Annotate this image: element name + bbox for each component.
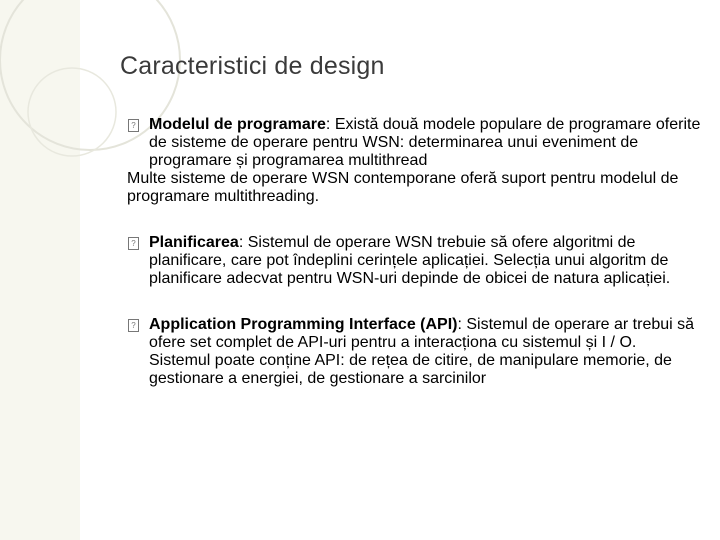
bullet-text: : Există două modele populare de programare oferite de sisteme de operare pentru WSN: determinarea unui eveniment de programare și programarea multithread — [149, 116, 701, 169]
bullet-lead: Planificarea — [149, 234, 239, 251]
missing-glyph-box-icon: ? — [128, 237, 139, 250]
bullet-text: : Sistemul de operare ar trebui să ofere set complet de API-uri pentru a interacționa cu sistemul și I / O. Sistemul poate conține API: de rețea de citire, de manipulare memorie, de gestionare a energiei, de gestionare a sarcinilor — [149, 316, 695, 387]
decorative-circle-small — [28, 68, 116, 156]
slide-note: Multe sisteme de operare WSN contemporane oferă suport pentru modelul de programare multithreading. — [127, 170, 679, 205]
bullet-item — [127, 234, 702, 288]
missing-glyph-box-icon: ? — [128, 319, 139, 332]
bullet-item — [127, 116, 702, 170]
bullet-lead: Application Programming Interface (API) — [149, 316, 458, 333]
bullet-lead: Modelul de programare — [149, 116, 326, 133]
bullet-item — [127, 316, 702, 388]
slide-content — [127, 116, 702, 388]
missing-glyph-box-icon: ? — [128, 119, 139, 132]
bullet-text: : Sistemul de operare WSN trebuie să ofere algoritmi de planificare, care pot îndeplini cerințele aplicației. Selecția unui algoritm de planificare adecvat pentru WSN-uri depinde de obicei de natura aplicației. — [149, 234, 671, 287]
slide-title: Caracteristici de design — [120, 52, 385, 80]
